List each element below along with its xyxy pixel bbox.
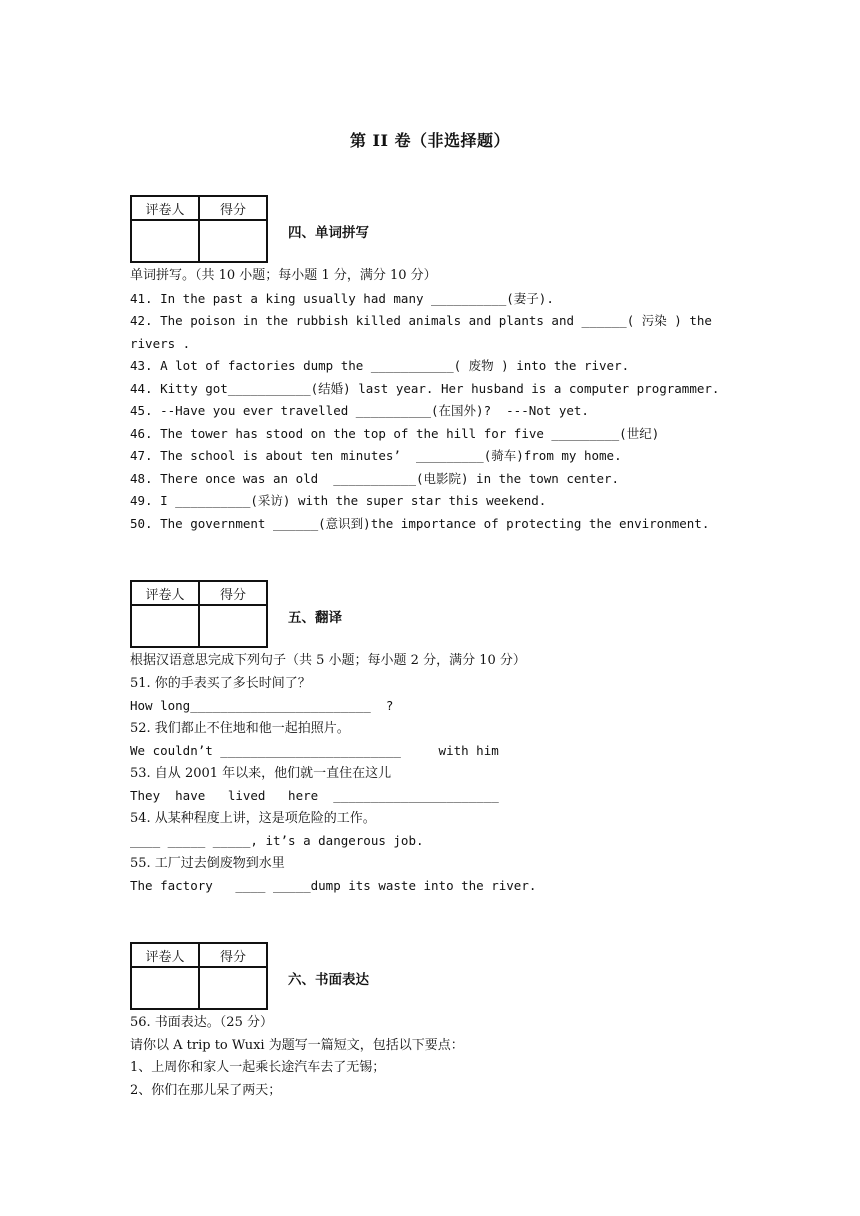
text-line: 56. 书面表达。（25 分）: [130, 1015, 273, 1030]
page-title: 第 II 卷（非选择题）: [349, 131, 511, 150]
text-line: They have lived here ______________________: [130, 788, 499, 803]
grader-cell: [131, 967, 199, 1009]
text-line: The factory ____ _____dump its waste into the river.: [130, 878, 537, 893]
text-line: We couldn’t ________________________ with him: [130, 743, 499, 758]
score-table: [130, 580, 268, 648]
score-cell: [199, 605, 267, 647]
text-line: 45. --Have you ever travelled __________(在国外)? ---Not yet.: [130, 403, 589, 418]
text-line: 53. 自从 2001 年以来，他们就一直住在这儿: [130, 765, 392, 781]
text-line: 44. Kitty got___________(结婚) last year. Her husband is a computer programmer.: [130, 380, 720, 396]
text-line: ____ _____ _____, it’s a dangerous job.: [130, 833, 424, 848]
text-line: 46. The tower has stood on the top of the hill for five _________(世纪): [130, 425, 660, 441]
grader-header: 评卷人: [131, 196, 199, 220]
score-table: [130, 195, 268, 263]
text-line: How long________________________ ?: [130, 698, 394, 713]
text-line: 请你以 A trip to Wuxi 为题写一篇短文，包括以下要点：: [130, 1037, 464, 1053]
text-line: 1、上周你和家人一起乘长途汽车去了无锡；: [130, 1060, 386, 1075]
score-header: 得分: [199, 943, 267, 967]
text-line: 42. The poison in the rubbish killed animals and plants and ______( 污染 ) the: [130, 313, 712, 328]
text-line: 49. I __________(采访) with the super star this weekend.: [130, 493, 547, 508]
grader-header: 评卷人: [131, 581, 199, 605]
section-lines: [130, 1012, 770, 1102]
text-line: 55. 工厂过去倒废物到水里: [130, 855, 285, 871]
text-line: rivers .: [130, 335, 191, 351]
section-title: 四、单词拼写: [288, 225, 369, 241]
text-line: 根据汉语意思完成下列句子（共 5 小题；每小题 2 分，满分 10 分）: [130, 653, 526, 668]
text-line: 51. 你的手表买了多长时间了？: [130, 675, 311, 691]
grader-cell: [131, 220, 199, 262]
grader-header: 评卷人: [131, 943, 199, 967]
section-title: 五、翻译: [288, 610, 342, 626]
score-table: [130, 942, 268, 1010]
text-line: 54. 从某种程度上讲，这是项危险的工作。: [130, 810, 376, 826]
section-title: 六、书面表达: [288, 972, 369, 988]
grader-cell: [131, 605, 199, 647]
text-line: 52. 我们都止不住地和他一起拍照片。: [130, 720, 350, 736]
score-header: 得分: [199, 581, 267, 605]
text-line: 47. The school is about ten minutes’ _________(骑车)from my home.: [130, 448, 622, 463]
section-lines: [130, 650, 770, 898]
score-header: 得分: [199, 196, 267, 220]
text-line: 2、你们在那儿呆了两天；: [130, 1082, 282, 1098]
text-line: 41. In the past a king usually had many __________(妻子).: [130, 290, 554, 306]
text-line: 50. The government ______(意识到)the importance of protecting the environment.: [130, 515, 710, 531]
score-cell: [199, 220, 267, 262]
text-line: 单词拼写。（共 10 小题；每小题 1 分，满分 10 分）: [130, 268, 437, 283]
score-cell: [199, 967, 267, 1009]
text-line: 43. A lot of factories dump the ___________( 废物 ) into the river.: [130, 358, 630, 373]
text-line: 48. There once was an old ___________(电影院) in the town center.: [130, 470, 620, 486]
section-lines: [130, 265, 770, 535]
